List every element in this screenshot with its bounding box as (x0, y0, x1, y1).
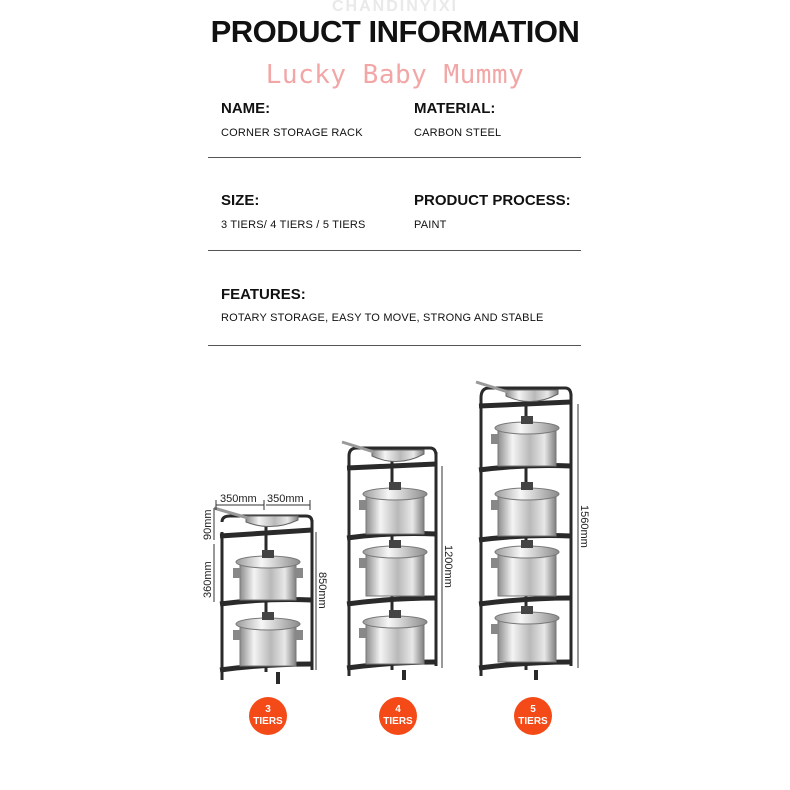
brand-name: Lucky Baby Mummy (265, 60, 525, 90)
name-value: CORNER STORAGE RACK (221, 127, 363, 139)
frying-pan (476, 382, 558, 402)
pot (233, 612, 303, 666)
size-value: 3 TIERS/ 4 TIERS / 5 TIERS (221, 219, 366, 231)
size-label: SIZE: (221, 192, 260, 209)
features-value: ROTARY STORAGE, EASY TO MOVE, STRONG AND STABLE (221, 312, 544, 324)
pot (491, 540, 559, 596)
page-title: PRODUCT INFORMATION (210, 14, 580, 49)
dim-top-gap: 90mm (202, 509, 214, 540)
watermark-text: CHANDINYIXI (331, 0, 458, 15)
pot (491, 416, 559, 466)
material-value: CARBON STEEL (414, 127, 502, 139)
dim-width-b: 350mm (267, 493, 304, 505)
process-value: PAINT (414, 219, 447, 231)
pot (491, 606, 559, 662)
name-label: NAME: (221, 100, 271, 117)
dim-height-3: 850mm (316, 572, 328, 609)
badge-4-tiers: 4 TIERS (379, 697, 417, 735)
dim-width-a: 350mm (220, 493, 257, 505)
process-label: PRODUCT PROCESS: (414, 192, 571, 209)
dim-tier-gap: 360mm (202, 561, 214, 598)
frying-pan (342, 442, 424, 462)
features-label: FEATURES: (221, 286, 306, 303)
pot (359, 610, 427, 664)
dim-height-5: 1560mm (578, 505, 590, 548)
badge-3-tiers: 3 TIERS (249, 697, 287, 735)
pot (491, 482, 559, 536)
dim-height-4: 1200mm (442, 545, 454, 588)
pot (233, 550, 303, 600)
badge-5-tiers: 5 TIERS (514, 697, 552, 735)
pot (359, 482, 427, 534)
material-label: MATERIAL: (414, 100, 496, 117)
pot (359, 540, 427, 596)
